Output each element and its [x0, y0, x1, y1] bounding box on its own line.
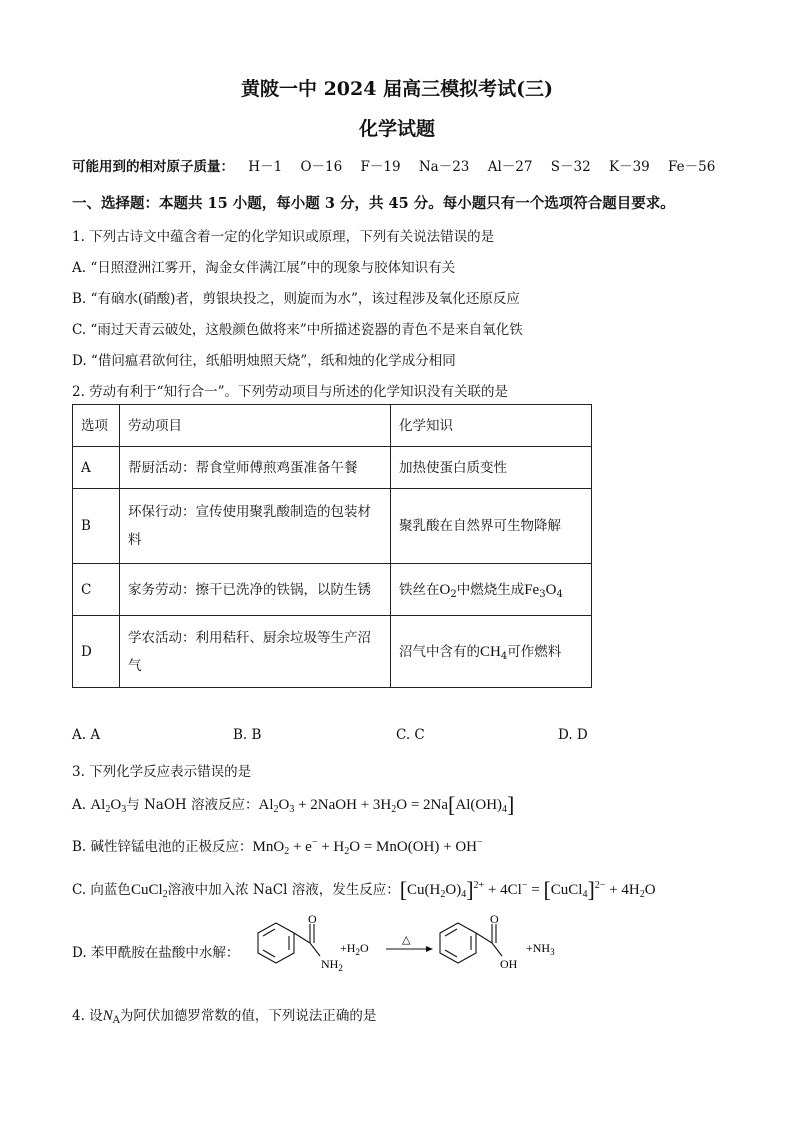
- q2-table: [72, 404, 592, 688]
- atomic-masses-label: 可能用到的相对原子质量：: [72, 159, 234, 175]
- q2-option-c: C. C: [396, 727, 425, 743]
- q2-option-b: B. B: [233, 727, 262, 743]
- mass-o: O－16: [300, 159, 343, 175]
- benzene-ring-icon: [258, 923, 320, 963]
- mass-k: K－39: [608, 159, 650, 175]
- table-row: [73, 447, 592, 489]
- table-header-knowledge: 化学知识: [391, 405, 592, 447]
- atomic-masses-line: [72, 155, 729, 175]
- plus-water-label: $+H_2O$: [340, 941, 369, 957]
- table-header-option: 选项: [73, 405, 120, 447]
- row-c-knowledge: 铁丝在$O_2$中燃烧生成$Fe_3O_4$: [391, 564, 592, 616]
- mass-fe: Fe－56: [668, 159, 716, 175]
- row-a-knowledge: 加热使蛋白质变性: [391, 447, 592, 489]
- q2-stem: 2. 劳动有利于“知行合一”。下列劳动项目与所述的化学知识没有关联的是: [72, 384, 508, 400]
- row-c-option: C: [73, 564, 120, 616]
- q3-option-b: B. 碱性锌锰电池的正极反应：$MnO_2 + e^- + H_2O = MnO(OH) + OH^-$: [72, 837, 483, 857]
- table-header-row: [73, 405, 592, 447]
- benzene-ring-icon: [440, 923, 502, 963]
- q1-option-a: A. “日照澄洲江雾开，淘金女伴满江展”中的现象与胶体知识有关: [72, 260, 456, 276]
- q3-option-c: C. 向蓝色CuCl$_2$溶液中加入浓 NaCl 溶液，发生反应：$[Cu(H_2O)_4]^{2+} + 4Cl^-$ = [CuCl$_4$]$^{2-}$ + $4H_2O$: [72, 877, 656, 902]
- row-b-knowledge: 聚乳酸在自然界可生物降解: [391, 489, 592, 564]
- row-d-task: 学农活动：利用秸秆、厨余垃圾等生产沼气: [120, 616, 391, 688]
- q1-stem: 1. 下列古诗文中蕴含着一定的化学知识或原理，下列有关说法错误的是: [72, 229, 495, 245]
- q2-option-a: A. A: [72, 727, 101, 743]
- amine-label: $NH_2$: [321, 957, 343, 973]
- q3-option-a: A. $Al_2O_3$与 NaOH 溶液反应：$Al_2O_3$ + 2NaOH + $3H_2O = 2Na[Al(OH)_4]$: [72, 792, 515, 817]
- q2-option-d: D. D: [558, 727, 588, 743]
- row-b-option: B: [73, 489, 120, 564]
- table-row: [73, 564, 592, 616]
- mass-s: S－32: [550, 159, 591, 175]
- q3-option-d-label: D. 苯甲酰胺在盐酸中水解：: [72, 945, 240, 961]
- arrow-head-icon: [426, 946, 433, 952]
- plus-ammonia-label: $+NH_3$: [526, 941, 555, 957]
- q1-option-c: C. “雨过天青云破处，这般颜色做将来”中所描述瓷器的青色不是来自氧化铁: [72, 322, 523, 338]
- row-b-task: 环保行动：宣传使用聚乳酸制造的包装材料: [120, 489, 391, 564]
- q1-option-d: D. “借问瘟君欲何往，纸船明烛照天烧”，纸和烛的化学成分相同: [72, 353, 456, 369]
- mass-f: F－19: [360, 159, 401, 175]
- hydroxyl-label: OH: [500, 957, 518, 971]
- table-row: [73, 489, 592, 564]
- exam-subtitle: 化学试题: [358, 118, 435, 140]
- heat-delta-label: △: [402, 933, 411, 946]
- q3-d-reaction: [244, 912, 574, 982]
- mass-h: H－1: [248, 159, 283, 175]
- row-a-option: A: [73, 447, 120, 489]
- q1-option-b: B. “有硇水(硝酸)者，剪银块投之，则旋而为水”，该过程涉及氧化还原反应: [72, 291, 520, 307]
- section-heading: 一、选择题：本题共 15 小题，每小题 3 分，共 45 分。每小题只有一个选项符合题目要求。: [72, 195, 675, 212]
- table-header-task: 劳动项目: [120, 405, 391, 447]
- q4-stem: 4. 设$N_A$为阿伏加德罗常数的值，下列说法正确的是: [72, 1008, 377, 1026]
- exam-title: 黄陂一中 2024 届高三模拟考试(三): [240, 78, 554, 100]
- row-c-task: 家务劳动：擦干已洗净的铁锅，以防生锈: [120, 564, 391, 616]
- row-d-knowledge: 沼气中含有的$CH_4$可作燃料: [391, 616, 592, 688]
- q3-stem: 3. 下列化学反应表示错误的是: [72, 764, 252, 780]
- row-d-option: D: [73, 616, 120, 688]
- carbonyl-o-label: O: [308, 912, 317, 926]
- table-row: [73, 616, 592, 688]
- mass-al: Al－27: [487, 159, 533, 175]
- carbonyl-o-label-2: O: [490, 912, 499, 926]
- mass-na: Na－23: [418, 159, 470, 175]
- row-a-task: 帮厨活动：帮食堂师傅煎鸡蛋准备午餐: [120, 447, 391, 489]
